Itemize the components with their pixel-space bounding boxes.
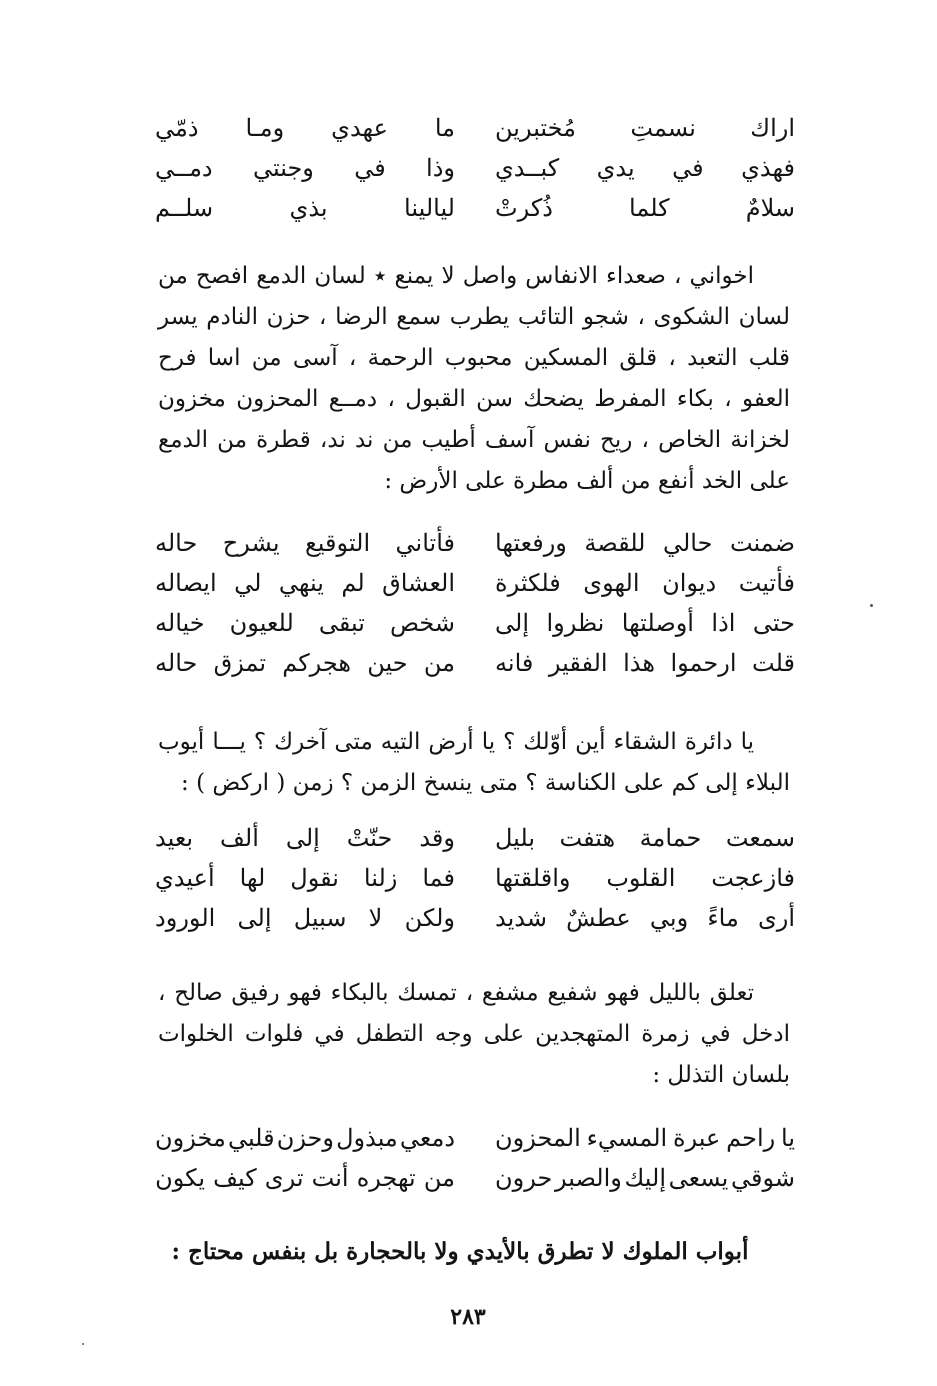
verse-line bbox=[155, 523, 795, 563]
verse-line bbox=[155, 1118, 795, 1158]
first-hemistich: فأتيت ديوان الهوى فلكثرة bbox=[495, 569, 795, 597]
second-hemistich: وذا في وجنتي دمــي bbox=[155, 154, 455, 182]
verse-line bbox=[155, 1158, 795, 1198]
poem-2 bbox=[155, 523, 795, 683]
first-hemistich: يا راحم عبرة المسيء المحزون bbox=[495, 1124, 795, 1152]
prose-paragraph-2 bbox=[158, 722, 790, 804]
poem-4 bbox=[155, 1118, 795, 1198]
second-hemistich: ليالينا بذي سلــم bbox=[155, 194, 455, 222]
second-hemistich: شخص تبقى للعيون خياله bbox=[155, 609, 455, 637]
second-hemistich: ما عهدي ومـا ذمّي bbox=[155, 114, 455, 142]
verse-line bbox=[155, 898, 795, 938]
scan-speck bbox=[82, 1343, 84, 1345]
closing-line: أبواب الملوك لا تطرق بالأيدي ولا بالحجارة بل بنفس محتاج : bbox=[171, 1238, 749, 1265]
verse-line bbox=[155, 188, 795, 228]
paragraph-text: يا دائرة الشقاء أين أوّلك ؟ يا أرض التيه متى آخرك ؟ يـــا أيوب البلاء إلى كم على الكناسة ؟ متى ينسخ الزمن ؟ زمن ( اركض ) : bbox=[158, 729, 790, 796]
first-hemistich: حتى اذا أوصلتها نظروا إلى bbox=[495, 609, 795, 637]
first-hemistich: شوقي يسعى إليك والصبر حرون bbox=[495, 1164, 795, 1192]
prose-paragraph-3 bbox=[158, 973, 790, 1096]
verse-line bbox=[155, 563, 795, 603]
verse-line bbox=[155, 603, 795, 643]
first-hemistich: أرى ماءً وبي عطشٌ شديد bbox=[495, 904, 795, 932]
scan-speck bbox=[870, 604, 873, 607]
paragraph-text: اخواني ، صعداء الانفاس واصل لا يمنع ٭ لسان الدمع افصح من لسان الشكوى ، شجو التائب يطرب سمع الرضا ، حزن النادم يسر قلب التعبد ، قلق المسكين محبوب الرحمة ، آسى من اسا فرح العفو ، بكاء المفرط يضحك سن القبول ، دمــع المحزون مخزون لخزانة الخاص ، ريح نفس آسف أطيب من ند ند، قطرة من الدمع على الخد أنفع من ألف مطرة على الأرض : bbox=[158, 263, 790, 494]
first-hemistich: ضمنت حالي للقصة ورفعتها bbox=[495, 529, 795, 557]
first-hemistich: قلت ارحموا هذا الفقير فانه bbox=[495, 649, 795, 677]
second-hemistich: دمعي مبذول وحزن قلبي مخزون bbox=[155, 1124, 455, 1152]
verse-line bbox=[155, 818, 795, 858]
poem-3 bbox=[155, 818, 795, 938]
second-hemistich: ولكن لا سبيل إلى الورود bbox=[155, 904, 455, 932]
first-hemistich: فازعجت القلوب واقلقتها bbox=[495, 864, 795, 892]
second-hemistich: من تهجره أنت ترى كيف يكون bbox=[155, 1164, 455, 1192]
second-hemistich: فما زلنا نقول لها أعيدي bbox=[155, 864, 455, 892]
verse-line bbox=[155, 643, 795, 683]
page-number: ٢٨٣ bbox=[450, 1304, 486, 1330]
second-hemistich: من حين هجركم تمزق حاله bbox=[155, 649, 455, 677]
prose-paragraph-1 bbox=[158, 256, 790, 502]
paragraph-text: تعلق بالليل فهو شفيع مشفع ، تمسك بالبكاء فهو رفيق صالح ، ادخل في زمرة المتهجدين على وجه التطفل في فلوات الخلوات بلسان التذلل : bbox=[158, 980, 790, 1088]
first-hemistich: سمعت حمامة هتفت بليل bbox=[495, 824, 795, 852]
second-hemistich: العشاق لم ينهي لي ايصاله bbox=[155, 569, 455, 597]
second-hemistich: فأتاني التوقيع يشرح حاله bbox=[155, 529, 455, 557]
first-hemistich: فهذي في يدي كبــدي bbox=[495, 154, 795, 182]
first-hemistich: سلامٌ كلما ذُكرتْ bbox=[495, 194, 795, 222]
poem-1 bbox=[155, 108, 795, 228]
verse-line bbox=[155, 108, 795, 148]
first-hemistich: اراك نسمتِ مُختبرين bbox=[495, 114, 795, 142]
second-hemistich: وقد حنّتْ إلى ألف بعيد bbox=[155, 824, 455, 852]
verse-line bbox=[155, 858, 795, 898]
verse-line bbox=[155, 148, 795, 188]
